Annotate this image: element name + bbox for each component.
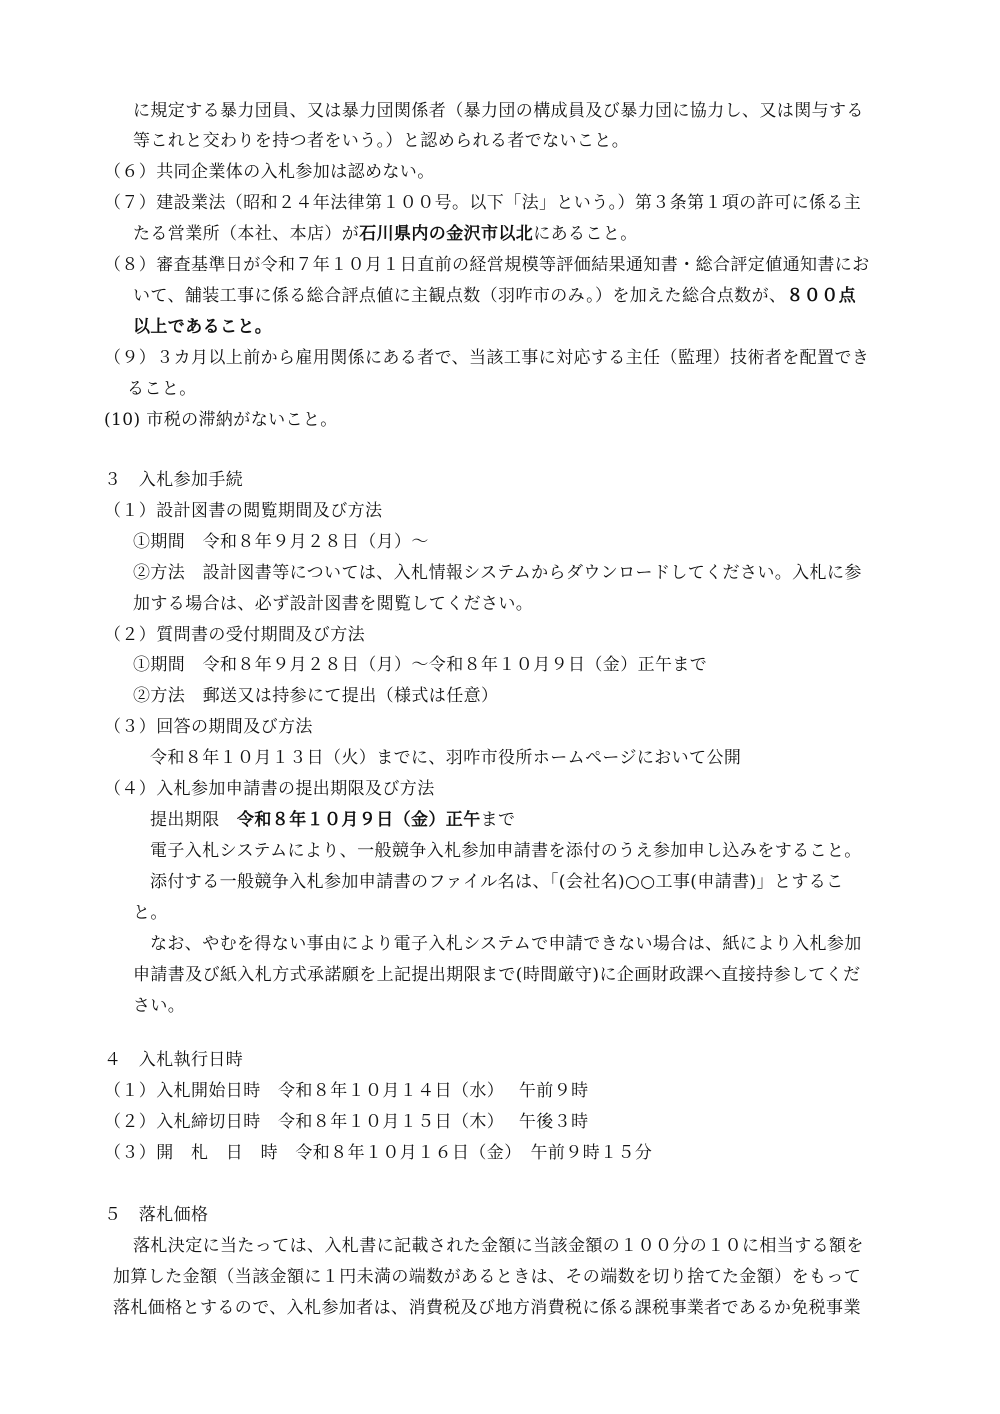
section-3-1-period: ①期間 令和８年９月２８日（月）～ — [133, 532, 429, 552]
qualification-item-8-line-1: （８）審査基準日が令和７年１０月１日直前の経営規模等評価結果通知書・総合評定値通知書にお — [104, 255, 870, 275]
item-8-text-pre: いて、舗装工事に係る総合評点値に主観点数（羽咋市のみ。）を加えた総合点数が、 — [133, 286, 787, 306]
qualification-item-7-line-2 — [133, 219, 638, 249]
deadline-bold-date: 令和８年１０月９日（金）正午 — [237, 810, 481, 830]
section-3-4-paragraph-2-line-1: 添付する一般競争入札参加申請書のファイル名は、「(会社名)○○工事(申請書)」とするこ — [150, 872, 844, 892]
section-3-4-title: （４）入札参加申請書の提出期限及び方法 — [104, 779, 435, 799]
section-3-2-method: ②方法 郵送又は持参にて提出（様式は任意） — [133, 686, 499, 706]
section-3-3-text: 令和８年１０月１３日（火）までに、羽咋市役所ホームページにおいて公開 — [150, 748, 742, 768]
section-5-line-3: 落札価格とするので、入札参加者は、消費税及び地方消費税に係る課税事業者であるか免税事業 — [113, 1298, 861, 1318]
section-3-3-title: （３）回答の期間及び方法 — [104, 717, 313, 737]
section-3-heading: ３ 入札参加手続 — [104, 470, 244, 490]
section-3-1-method-line-2: 加する場合は、必ず設計図書を閲覧してください。 — [133, 594, 534, 614]
item-8-bold-condition: 以上であること。 — [133, 317, 273, 337]
section-3-4-paragraph-3-line-1: なお、やむを得ない事由により電子入札システムで申請できない場合は、紙により入札参加 — [150, 934, 862, 954]
qualification-item-6: （６）共同企業体の入札参加は認めない。 — [104, 162, 435, 182]
section-3-4-paragraph-2-line-2: と。 — [133, 903, 168, 923]
qualification-continuation-line-1: に規定する暴力団員、又は暴力団関係者（暴力団の構成員及び暴力団に協力し、又は関与する — [133, 101, 864, 121]
section-4-row-1: （１）入札開始日時 令和８年１０月１４日（水） 午前９時 — [104, 1081, 589, 1101]
section-4-row-3: （３）開 札 日 時 令和８年１０月１６日（金） 午前９時１５分 — [104, 1143, 653, 1163]
qualification-item-9-line-2: ること。 — [127, 379, 197, 399]
deadline-label: 提出期限 — [150, 810, 237, 830]
item-8-bold-score: ８００点 — [786, 286, 856, 306]
section-3-4-paragraph-1: 電子入札システムにより、一般競争入札参加申請書を添付のうえ参加申し込みをすること。 — [150, 841, 862, 861]
item-7-bold-region: 石川県内の金沢市以北 — [359, 224, 534, 244]
qualification-item-7-line-1: （７）建設業法（昭和２４年法律第１００号。以下「法」という。）第３条第１項の許可に係る主 — [104, 193, 862, 213]
qualification-item-8-line-3 — [133, 312, 272, 342]
section-3-4-deadline — [150, 805, 515, 835]
qualification-continuation-line-2: 等これと交わりを持つ者をいう。）と認められる者でないこと。 — [133, 131, 630, 151]
deadline-post: まで — [480, 810, 516, 830]
item-7-text-post: にあること。 — [533, 224, 638, 244]
item-7-text-pre: たる営業所（本社、本店）が — [133, 224, 360, 244]
section-3-4-paragraph-3-line-3: さい。 — [133, 996, 186, 1016]
section-5-line-2: 加算した金額（当該金額に１円未満の端数があるときは、その端数を切り捨てた金額）をもって — [113, 1267, 862, 1287]
section-4-heading: ４ 入札執行日時 — [104, 1050, 244, 1070]
section-3-1-title: （１）設計図書の閲覧期間及び方法 — [104, 501, 383, 521]
qualification-item-9-line-1: （９）３カ月以上前から雇用関係にある者で、当該工事に対応する主任（監理）技術者を配置でき — [104, 348, 870, 368]
section-3-2-title: （２）質問書の受付期間及び方法 — [104, 625, 365, 645]
section-3-4-paragraph-3-line-2: 申請書及び紙入札方式承諾願を上記提出期限まで(時間厳守)に企画財政課へ直接持参してくだ — [133, 965, 861, 985]
qualification-item-8-line-2 — [133, 281, 856, 311]
section-3-1-method-line-1: ②方法 設計図書等については、入札情報システムからダウンロードしてください。入札に参 — [133, 563, 862, 583]
section-3-2-period: ①期間 令和８年９月２８日（月）～令和８年１０月９日（金）正午まで — [133, 655, 708, 675]
section-4-row-2: （２）入札締切日時 令和８年１０月１５日（木） 午後３時 — [104, 1112, 589, 1132]
section-5-heading: ５ 落札価格 — [104, 1205, 209, 1225]
section-5-line-1: 落札決定に当たっては、入札書に記載された金額に当該金額の１００分の１０に相当する額を — [133, 1236, 864, 1256]
qualification-item-10: (10) 市税の滞納がないこと。 — [104, 410, 338, 430]
